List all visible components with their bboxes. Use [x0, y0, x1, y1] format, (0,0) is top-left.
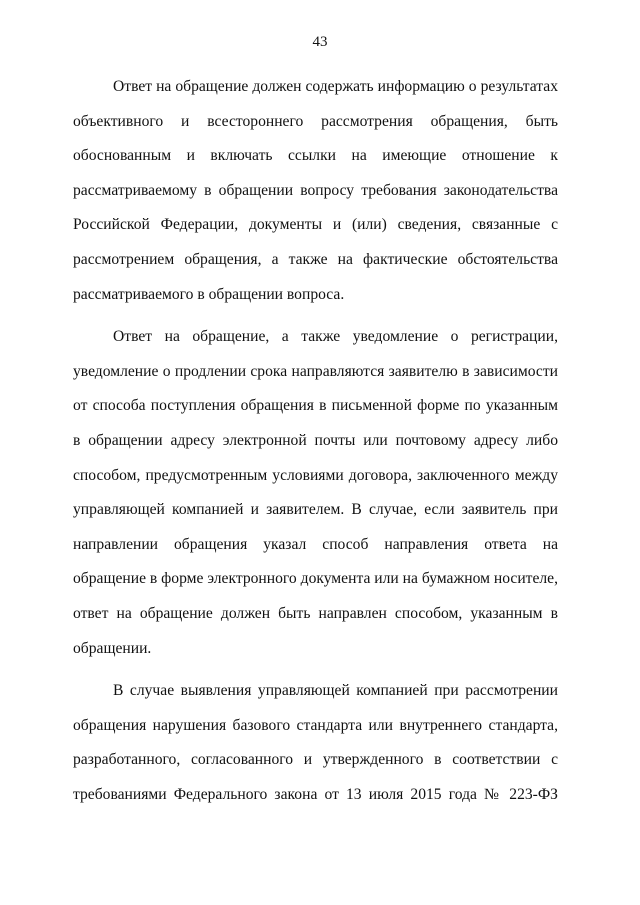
paragraph-response-content: Ответ на обращение должен содержать информацию о результатах объективного и всестороннего рассмотрения обращения, быть обоснованным и включать ссылки на имеющие отношение к рассматриваемому в обращении вопросу требования законодательства Российской Федерации, документы и (или) сведения, связанные с рассмотрением обращения, а также на фактические обстоятельства рассматриваемого в обращении вопроса.: [73, 78, 558, 303]
paragraph-response-delivery: Ответ на обращение, а также уведомление о регистрации, уведомление о продлении срока направляются заявителю в зависимости от способа поступления обращения в письменной форме по указанным в обращении адресу электронной почты или почтовому адресу либо способом, предусмотренным условиями договора, заключенного между управляющей компанией и заявителем. В случае, если заявитель при направлении обращения указал способ направления ответа на обращение в форме электронного документа или на бумажном носителе, ответ на обращение должен быть направлен способом, указанным в обращении.: [73, 328, 558, 657]
document-body: [73, 70, 558, 820]
paragraph-violation-detection: В случае выявления управляющей компанией при рассмотрении обращения нарушения базового стандарта или внутреннего стандарта, разработанного, согласованного и утвержденного в соответствии с требованиями Федерального закона от 13 июля 2015 года № 223-ФЗ: [73, 682, 558, 803]
page-number: 43: [312, 34, 328, 50]
